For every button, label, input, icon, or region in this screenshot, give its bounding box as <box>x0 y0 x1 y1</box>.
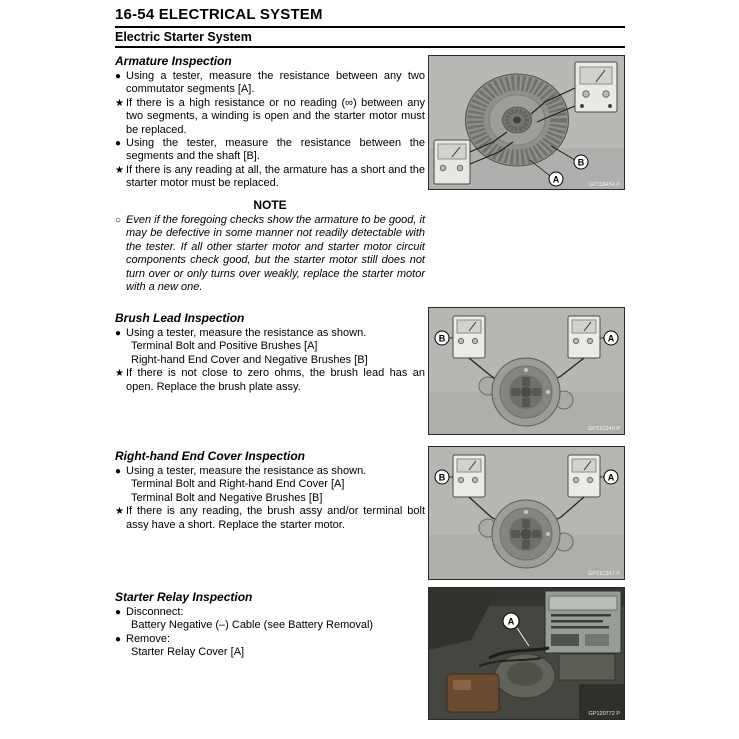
section-title: Brush Lead Inspection <box>115 311 245 325</box>
tester-meter <box>453 455 485 497</box>
callout-label-b <box>574 155 588 169</box>
tester-meter <box>568 316 600 358</box>
photo-code: GP120772 P <box>588 711 620 717</box>
svg-text:B: B <box>438 472 446 483</box>
svg-text:A: A <box>607 472 615 483</box>
callout-label-a <box>503 613 519 629</box>
component-highlight <box>453 680 471 690</box>
circle-marker: ○ <box>115 215 122 226</box>
bullet-marker: ● <box>115 466 122 477</box>
section-title: Starter Relay Inspection <box>115 590 253 604</box>
bullet-marker: ● <box>115 138 122 150</box>
list-item <box>115 137 425 164</box>
callout-label-a <box>604 331 618 345</box>
sub-item-text: Right-hand End Cover and Negative Brushes [B] <box>131 353 368 366</box>
note-title: NOTE <box>253 198 287 212</box>
svg-text:B: B <box>438 333 446 344</box>
sub-item-text: Terminal Bolt and Right-hand End Cover [A] <box>131 478 345 491</box>
section-starter-relay-inspection <box>115 590 425 660</box>
note-item <box>115 214 425 294</box>
svg-text:A: A <box>552 174 560 185</box>
list-item-text: If there is not close to zero ohms, the brush lead has an open. Replace the brush plate assy. <box>126 367 425 393</box>
bullet-marker: ● <box>115 328 122 339</box>
svg-text:A: A <box>507 616 515 627</box>
bullet-marker: ● <box>115 607 122 618</box>
tester-meter <box>575 62 617 112</box>
list-item-text: Using the tester, measure the resistance between the segments and the shaft [B]. <box>126 137 425 163</box>
list-item-text: Disconnect: <box>126 606 184 618</box>
list-item-text: If there is a high resistance or no reading (∞) between any two segments, a winding is open and the starter motor must be replaced. <box>126 96 425 136</box>
sub-item-text: Terminal Bolt and Positive Brushes [A] <box>131 340 318 353</box>
tester-meter <box>568 455 600 497</box>
note-text: Even if the foregoing checks show the armature to be good, it may be defective in some manner not readily detectable with the tester. If all other starter motor and starter motor circuit components check good, but the starter motor still does not turn over or only turns over weakly, replace the starter motor with a new one. <box>126 214 426 294</box>
list-item <box>115 327 425 340</box>
callout-label-b <box>435 470 449 484</box>
star-marker: ★ <box>115 506 124 518</box>
list-item-text: Using a tester, measure the resistance as shown. <box>126 465 367 477</box>
tester-meter <box>453 316 485 358</box>
sub-item-text: Battery Negative (–) Cable (see Battery Removal) <box>131 619 374 632</box>
list-item-text: Using a tester, measure the resistance as shown. <box>126 327 367 339</box>
star-marker: ★ <box>115 368 124 380</box>
sub-item-text: Starter Relay Cover [A] <box>131 646 245 659</box>
list-item <box>115 367 425 394</box>
photo-code: GP11C246 P <box>587 426 620 432</box>
list-item-text: Remove: <box>126 632 171 645</box>
relay-component <box>447 674 499 712</box>
end-cover-photo <box>429 447 624 579</box>
brush-lead-photo <box>429 308 624 434</box>
figure-armature <box>428 55 625 190</box>
star-marker: ★ <box>115 164 124 176</box>
star-marker: ★ <box>115 97 124 109</box>
note-block <box>115 198 425 294</box>
connector-block <box>559 654 615 680</box>
list-item-text: Using a tester, measure the resistance between any two commutator segments [A]. <box>126 70 425 96</box>
svg-text:B: B <box>577 157 585 168</box>
list-item <box>115 465 425 478</box>
figure-end-cover <box>428 446 625 580</box>
bullet-marker: ● <box>115 633 122 645</box>
section-brush-lead-inspection <box>115 311 425 394</box>
armature-core <box>465 74 568 166</box>
list-item-text: If there is any reading at all, the armature has a short and the starter motor must be replaced. <box>126 163 425 190</box>
list-item <box>115 633 425 646</box>
armature-photo <box>429 56 624 189</box>
list-item <box>115 606 425 619</box>
list-item-text: If there is any reading, the brush assy and/or terminal bolt assy have a short. Replace the starter motor. <box>126 505 425 531</box>
title-rule <box>115 26 625 28</box>
sub-item-text: Terminal Bolt and Negative Brushes [B] <box>131 491 323 504</box>
callout-label-a <box>549 172 563 186</box>
starter-relay-photo <box>429 588 624 719</box>
svg-text:A: A <box>607 333 615 344</box>
list-item <box>115 70 425 97</box>
subtitle-rule <box>115 46 625 48</box>
callout-label-b <box>435 331 449 345</box>
section-title: Right-hand End Cover Inspection <box>115 449 306 463</box>
section-subtitle: Electric Starter System <box>115 30 252 44</box>
callout-label-a <box>604 470 618 484</box>
list-item <box>115 97 425 137</box>
page-title: 16-54 ELECTRICAL SYSTEM <box>115 6 323 23</box>
figure-brush-lead <box>428 307 625 435</box>
relay-box <box>545 591 621 653</box>
relay-cylinder-top <box>507 662 543 686</box>
list-item <box>115 505 425 532</box>
photo-code: GP11C247 P <box>587 571 620 577</box>
section-end-cover-inspection <box>115 449 425 532</box>
photo-code: GP118454 P <box>588 182 620 188</box>
section-title: Armature Inspection <box>115 54 232 68</box>
tester-meter <box>434 140 470 184</box>
figure-starter-relay <box>428 587 625 720</box>
list-item <box>115 164 425 191</box>
section-armature-inspection <box>115 54 425 191</box>
bullet-marker: ● <box>115 71 122 82</box>
